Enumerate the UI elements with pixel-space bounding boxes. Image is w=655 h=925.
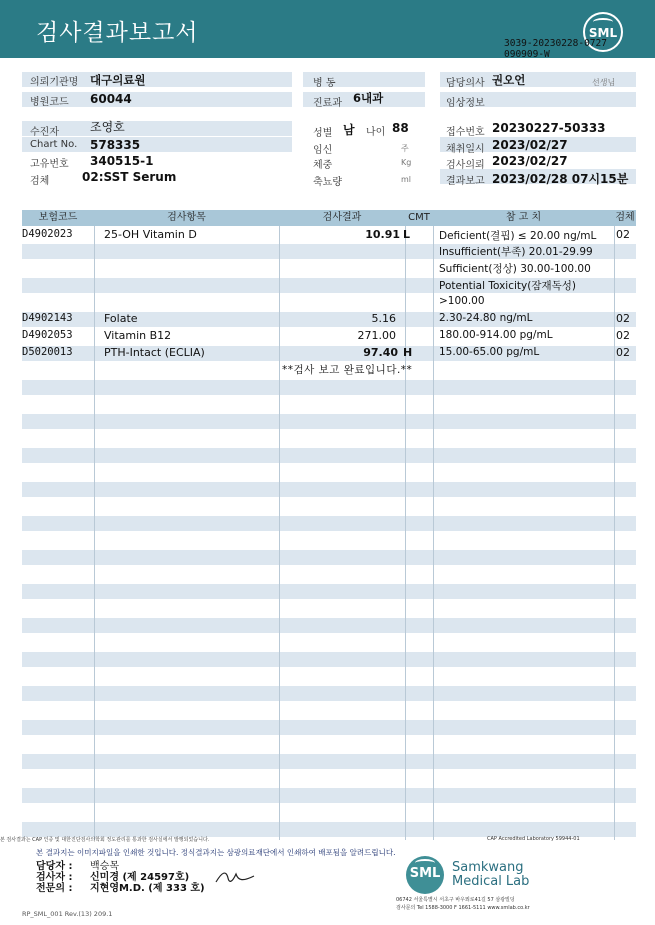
results-table-header — [22, 210, 636, 226]
specialist-value: 지현영M.D. (제 333 호) — [90, 883, 205, 894]
receipt-label: 접수번호 — [446, 127, 485, 138]
document-number: 3039-20230228-0727 090909-W — [504, 38, 607, 60]
manager-value: 백승목 — [90, 861, 119, 872]
department-label: 진료과 — [313, 98, 342, 109]
row-stripe — [22, 584, 636, 599]
report-date-label: 결과보고 — [446, 176, 485, 187]
ward-label: 병 동 — [313, 78, 336, 89]
weight-unit: Kg — [401, 158, 412, 167]
row-stripe — [22, 618, 636, 633]
sex-value: 남 — [343, 123, 355, 137]
age-label: 나이 — [366, 127, 386, 138]
row-item: 25-OH Vitamin D — [104, 228, 197, 241]
row-result: 271.00 — [357, 329, 396, 342]
sex-label: 성별 — [313, 128, 333, 139]
row-result: 10.91 — [365, 228, 400, 241]
column-divider — [279, 226, 280, 840]
chart-label: Chart No. — [30, 139, 78, 150]
urine-volume-label: 축뇨량 — [313, 177, 342, 188]
collection-label: 채취일시 — [446, 144, 485, 155]
row-result: 97.40 — [363, 346, 398, 359]
urine-volume-unit: ml — [401, 175, 412, 184]
row-stripe — [22, 550, 636, 565]
signature-icon — [214, 866, 256, 888]
row-reference: Potential Toxicity(잠재독성) — [439, 280, 576, 292]
row-result: 5.16 — [371, 312, 396, 325]
chart-value: 578335 — [90, 138, 141, 152]
row-reference: Insufficient(부족) 20.01-29.99 — [439, 246, 593, 258]
column-divider — [94, 226, 95, 840]
collection-value: 2023/02/27 — [492, 138, 568, 152]
specimen-label: 검체 — [30, 176, 50, 187]
row-specimen: 02 — [616, 312, 630, 325]
report-date-value: 2023/02/28 07시15분 — [492, 172, 629, 186]
row-code: D4902053 — [22, 329, 73, 341]
row-reference: 180.00-914.00 pg/mL — [439, 329, 553, 341]
doctor-label: 담당의사 — [446, 78, 485, 89]
row-stripe — [22, 482, 636, 497]
report-complete-note: **검사 보고 완료입니다.** — [282, 364, 413, 376]
header-result: 검사결과 — [322, 212, 362, 223]
department-value: 6내과 — [353, 91, 384, 105]
header-specimen: 검체 — [615, 212, 635, 223]
row-stripe — [22, 380, 636, 395]
receipt-value: 20230227-50333 — [492, 121, 606, 135]
doctor-value: 권오언 — [492, 73, 526, 87]
form-revision: RP_SML_001 Rev.(13) 209.1 — [22, 910, 113, 918]
request-label: 검사의뢰 — [446, 160, 485, 171]
column-divider — [405, 226, 406, 840]
row-stripe — [22, 516, 636, 531]
row-item: PTH-Intact (ECLIA) — [104, 346, 205, 359]
hospital-code-label: 병원코드 — [30, 97, 69, 108]
lab-address: 06742 서울특별시 서초구 바우뫼로41길 57 삼광빌딩 — [396, 897, 515, 903]
row-stripe — [22, 686, 636, 701]
row-flag: L — [403, 228, 411, 241]
tester-value: 신미경 (제 24597호) — [90, 872, 190, 883]
pregnancy-unit: 주 — [401, 144, 409, 153]
row-reference: 15.00-65.00 pg/mL — [439, 346, 540, 358]
institution-value: 대구의료원 — [90, 73, 146, 87]
row-code: D4902143 — [22, 312, 73, 324]
unique-number-value: 340515-1 — [90, 154, 154, 168]
row-stripe — [22, 788, 636, 803]
clinical-info-label: 임상정보 — [446, 98, 485, 109]
weight-label: 체중 — [313, 160, 333, 171]
tester-label: 검사자 : — [36, 872, 73, 883]
pregnancy-label: 임신 — [313, 145, 333, 156]
institution-label: 의뢰기관명 — [30, 77, 79, 88]
row-item: Folate — [104, 312, 138, 325]
lab-name: Samkwang Medical Lab — [452, 860, 530, 889]
header-code: 보험코드 — [38, 212, 78, 223]
row-reference: Sufficient(정상) 30.00-100.00 — [439, 263, 591, 275]
column-divider — [433, 226, 434, 840]
row-stripe — [22, 652, 636, 667]
manager-label: 담당자 : — [36, 861, 73, 872]
header-reference: 참 고 치 — [505, 212, 542, 223]
hospital-code-value: 60044 — [90, 92, 132, 106]
row-flag: H — [403, 346, 413, 359]
header-item: 검사항목 — [167, 212, 206, 223]
row-stripe — [22, 720, 636, 735]
request-value: 2023/02/27 — [492, 154, 568, 168]
cap-accreditation: CAP Accredited Laboratory 59944-01 — [487, 836, 580, 842]
row-specimen: 02 — [616, 346, 630, 359]
sml-logo-icon: SML — [583, 12, 623, 52]
row-specimen: 02 — [616, 228, 630, 241]
column-divider — [614, 226, 615, 840]
print-notice: 본 결과지는 이미지파일을 인쇄한 것입니다. 정식결과지는 삼광의료재단에서 인쇄하여 배포됨을 알려드립니다. — [36, 848, 396, 857]
row-reference: >100.00 — [439, 295, 485, 307]
doctor-suffix: 선생님 — [592, 78, 616, 87]
row-reference: 2.30-24.80 ng/mL — [439, 312, 533, 324]
row-stripe — [22, 414, 636, 429]
header-cmt: CMT — [408, 212, 430, 223]
row-stripe — [22, 822, 636, 837]
samkwang-logo-icon: SML — [406, 856, 444, 894]
info-bar — [22, 121, 292, 136]
report-title: 검사결과보고서 — [36, 20, 199, 46]
row-stripe — [22, 754, 636, 769]
row-code: D5020013 — [22, 346, 73, 358]
row-code: D4902023 — [22, 228, 73, 240]
specimen-value: 02:SST Serum — [82, 170, 177, 184]
row-specimen: 02 — [616, 329, 630, 342]
lab-contact: 검사문의 Tel 1588-3000 F 1661-5111 www.smlab.co.kr — [396, 905, 530, 911]
specialist-label: 전문의 : — [36, 883, 73, 894]
unique-number-label: 고유번호 — [30, 159, 69, 170]
accreditation-note: 본 검사결과는 CAP 인증 및 대한진단검사의학회 정도관리를 통과한 검사실에서 발행되었습니다. — [0, 837, 210, 843]
patient-label: 수진자 — [30, 127, 59, 138]
row-reference: Deficient(결핍) ≤ 20.00 ng/mL — [439, 230, 597, 242]
row-stripe — [22, 448, 636, 463]
age-value: 88 — [392, 121, 409, 135]
row-item: Vitamin B12 — [104, 329, 172, 342]
patient-value: 조영호 — [90, 120, 125, 134]
